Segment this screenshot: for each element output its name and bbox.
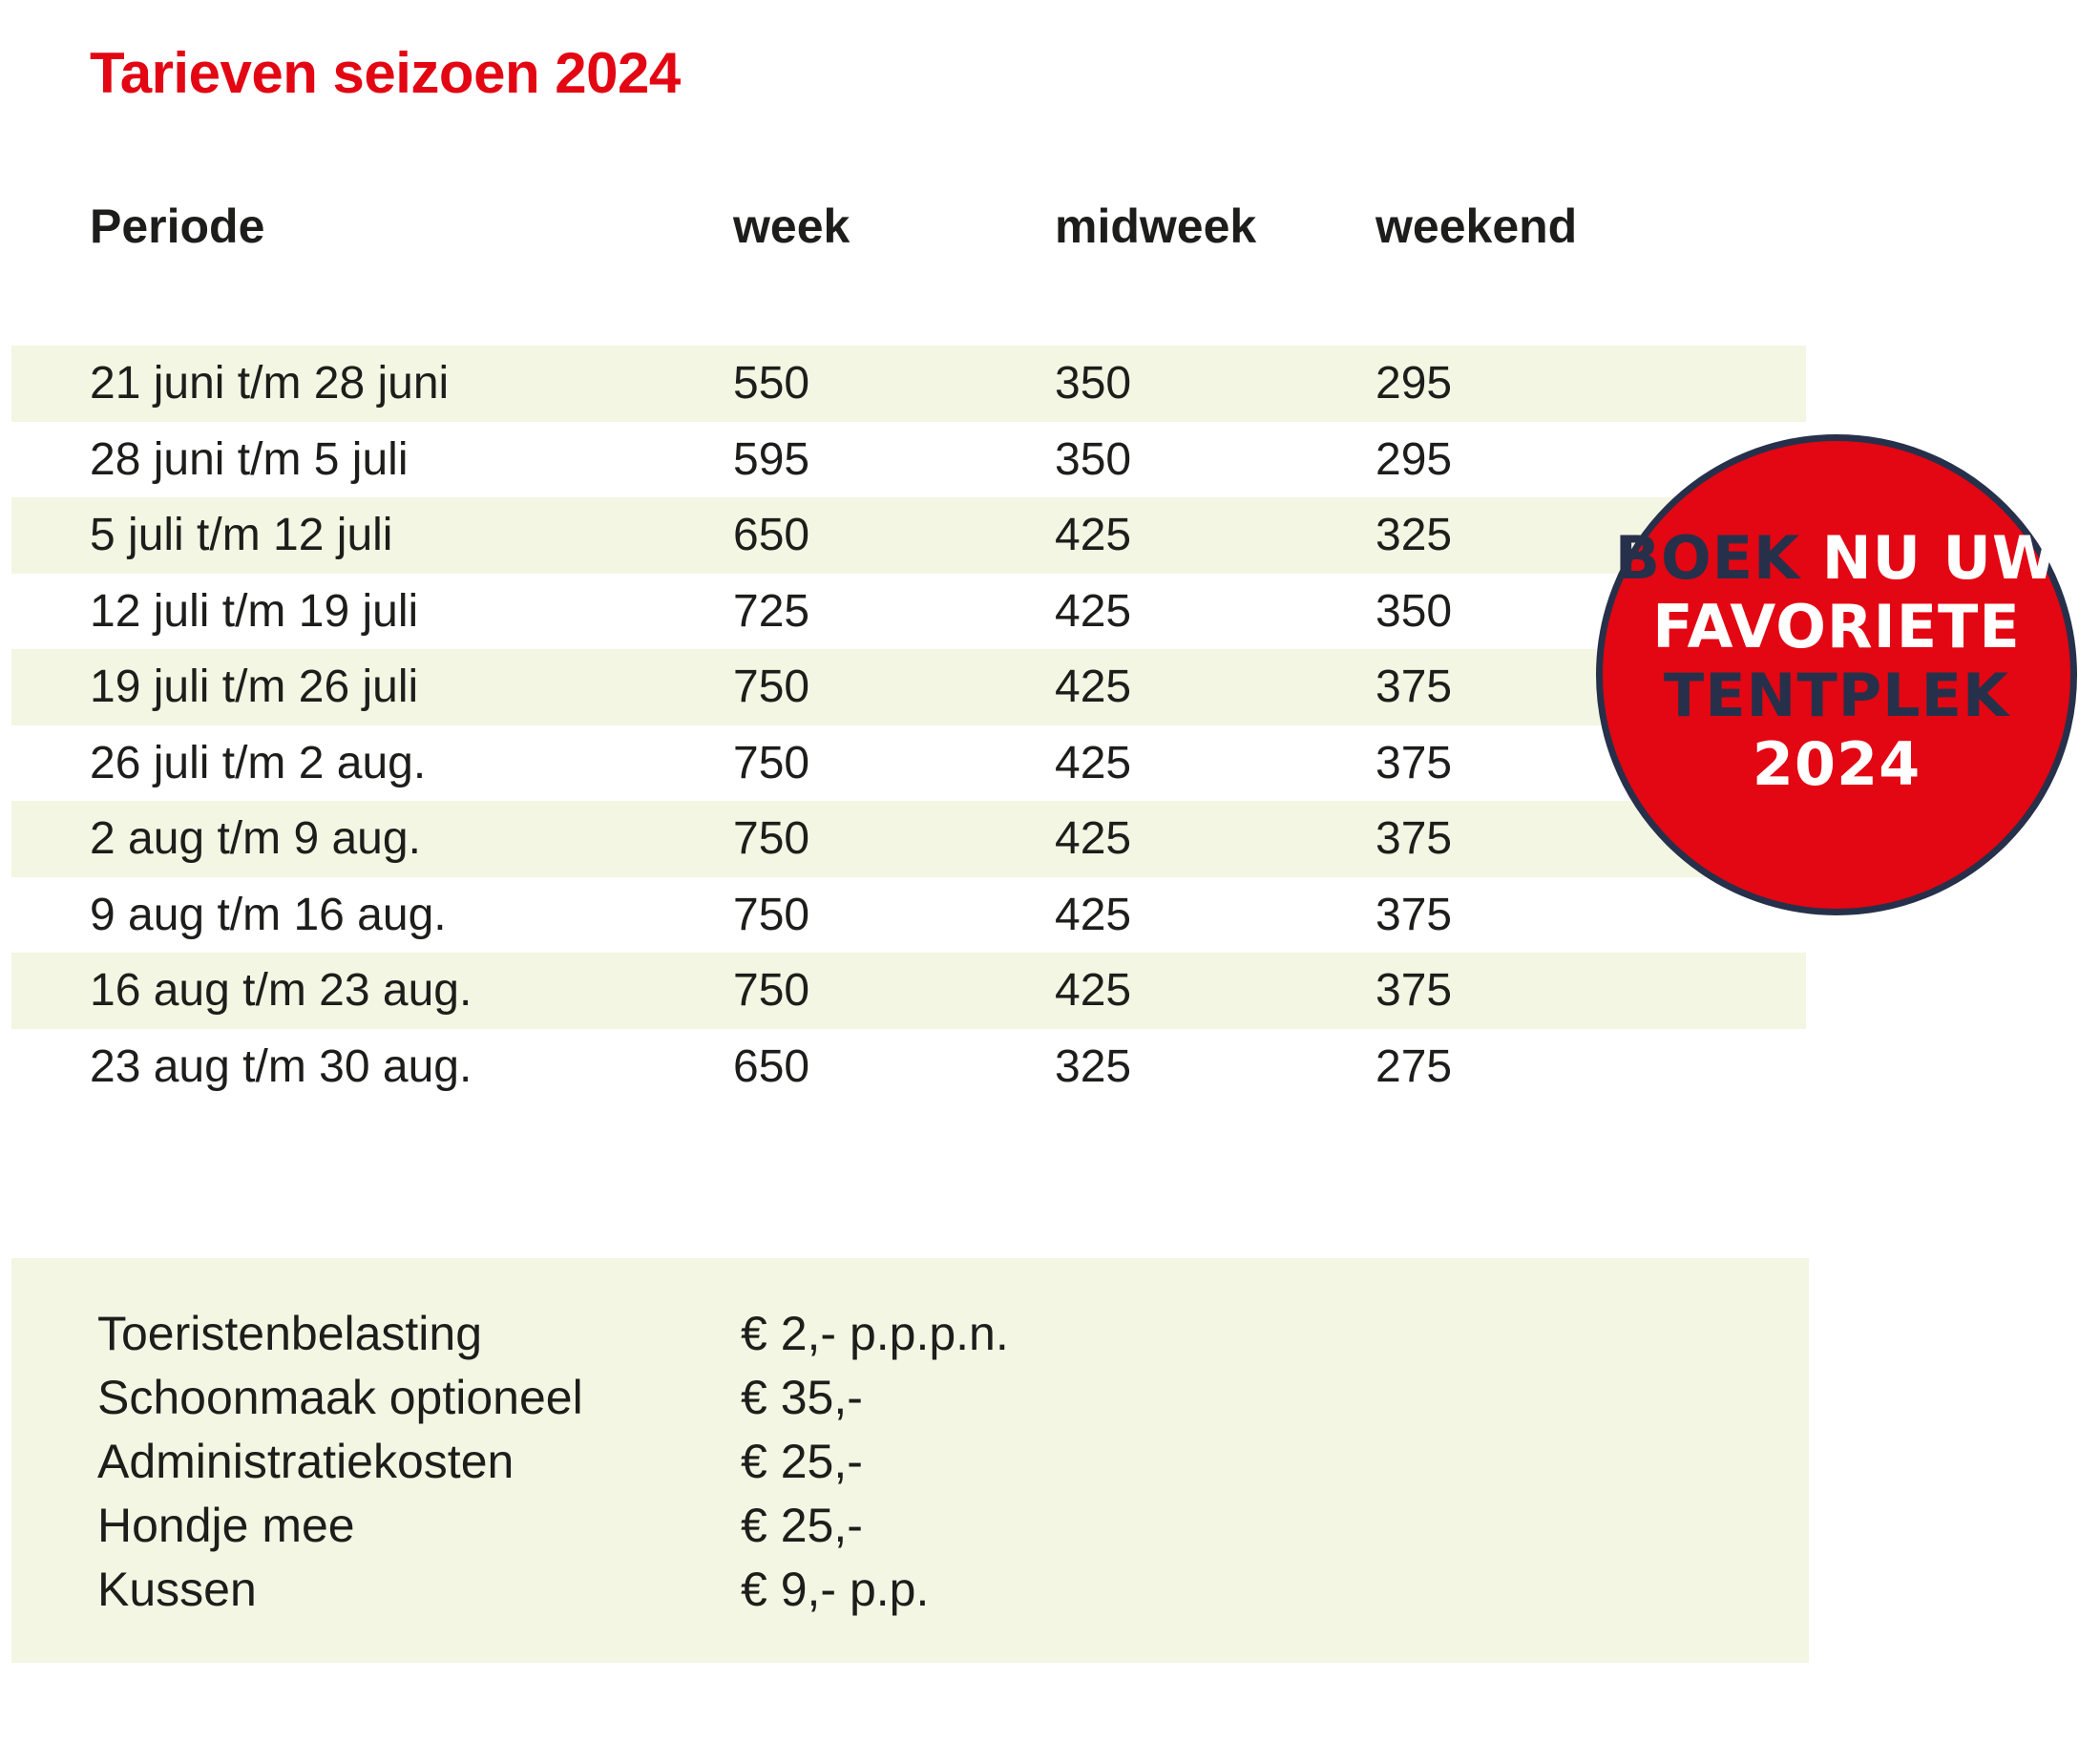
badge-line-1 bbox=[1615, 524, 2059, 593]
period-cell: 26 juli t/m 2 aug. bbox=[90, 737, 427, 788]
week-price-cell: 750 bbox=[733, 737, 810, 788]
midweek-price-cell: 325 bbox=[1055, 1040, 1132, 1092]
extra-cost-label: Schoonmaak optioneel bbox=[97, 1371, 583, 1424]
extra-cost-label: Hondje mee bbox=[97, 1499, 355, 1552]
extra-cost-label: Administratiekosten bbox=[97, 1435, 514, 1488]
extra-costs-panel bbox=[11, 1258, 1809, 1663]
badge-line-4: 2024 bbox=[1752, 729, 1922, 799]
table-row bbox=[11, 877, 1806, 954]
table-row bbox=[11, 574, 1806, 650]
booking-promo-badge bbox=[1596, 434, 2077, 915]
table-row bbox=[11, 346, 1806, 422]
week-price-cell: 650 bbox=[733, 510, 810, 560]
column-header-periode: Periode bbox=[90, 200, 265, 253]
list-item bbox=[11, 1498, 1809, 1561]
midweek-price-cell: 350 bbox=[1055, 433, 1132, 485]
list-item bbox=[11, 1306, 1809, 1369]
weekend-price-cell: 295 bbox=[1376, 358, 1453, 409]
weekend-price-cell: 275 bbox=[1376, 1040, 1453, 1092]
table-row bbox=[11, 953, 1806, 1029]
list-item bbox=[11, 1370, 1809, 1433]
rates-table bbox=[11, 346, 1806, 1104]
period-cell: 2 aug t/m 9 aug. bbox=[90, 813, 421, 864]
extra-cost-value: € 35,- bbox=[741, 1371, 863, 1424]
period-cell: 28 juni t/m 5 juli bbox=[90, 433, 409, 485]
week-price-cell: 750 bbox=[733, 965, 810, 1016]
column-header-week: week bbox=[733, 200, 850, 253]
period-cell: 5 juli t/m 12 juli bbox=[90, 510, 393, 560]
week-price-cell: 750 bbox=[733, 889, 810, 940]
extra-cost-value: € 25,- bbox=[741, 1435, 863, 1488]
table-row bbox=[11, 649, 1806, 725]
table-row bbox=[11, 801, 1806, 877]
table-row bbox=[11, 422, 1806, 498]
week-price-cell: 650 bbox=[733, 1040, 810, 1092]
midweek-price-cell: 425 bbox=[1055, 965, 1132, 1016]
weekend-price-cell: 350 bbox=[1376, 585, 1453, 637]
period-cell: 16 aug t/m 23 aug. bbox=[90, 965, 472, 1016]
extra-cost-value: € 25,- bbox=[741, 1499, 863, 1552]
midweek-price-cell: 350 bbox=[1055, 358, 1132, 409]
table-row bbox=[11, 725, 1806, 802]
period-cell: 9 aug t/m 16 aug. bbox=[90, 889, 447, 940]
column-header-weekend: weekend bbox=[1376, 200, 1578, 253]
week-price-cell: 550 bbox=[733, 358, 810, 409]
extra-cost-value: € 2,- p.p.p.n. bbox=[741, 1307, 1009, 1360]
period-cell: 19 juli t/m 26 juli bbox=[90, 662, 419, 712]
weekend-price-cell: 375 bbox=[1376, 889, 1453, 940]
weekend-price-cell: 375 bbox=[1376, 662, 1453, 712]
badge-line-3: TENTPLEK bbox=[1663, 661, 2010, 730]
page-title: Tarieven seizoen 2024 bbox=[90, 41, 681, 105]
midweek-price-cell: 425 bbox=[1055, 585, 1132, 637]
table-row bbox=[11, 1029, 1806, 1105]
period-cell: 21 juni t/m 28 juni bbox=[90, 358, 450, 409]
week-price-cell: 750 bbox=[733, 662, 810, 712]
period-cell: 12 juli t/m 19 juli bbox=[90, 585, 419, 637]
weekend-price-cell: 295 bbox=[1376, 433, 1453, 485]
weekend-price-cell: 375 bbox=[1376, 737, 1453, 788]
weekend-price-cell: 325 bbox=[1376, 510, 1453, 560]
badge-text-nu-uw: NU UW bbox=[1821, 523, 2059, 593]
week-price-cell: 750 bbox=[733, 813, 810, 864]
period-cell: 23 aug t/m 30 aug. bbox=[90, 1040, 472, 1092]
midweek-price-cell: 425 bbox=[1055, 510, 1132, 560]
midweek-price-cell: 425 bbox=[1055, 813, 1132, 864]
list-item bbox=[11, 1434, 1809, 1497]
list-item bbox=[11, 1562, 1809, 1625]
weekend-price-cell: 375 bbox=[1376, 813, 1453, 864]
badge-text-boek: BOEK bbox=[1614, 523, 1801, 593]
midweek-price-cell: 425 bbox=[1055, 889, 1132, 940]
table-row bbox=[11, 497, 1806, 574]
week-price-cell: 725 bbox=[733, 585, 810, 637]
extra-cost-value: € 9,- p.p. bbox=[741, 1563, 930, 1616]
extra-cost-label: Toeristenbelasting bbox=[97, 1307, 483, 1360]
column-header-midweek: midweek bbox=[1055, 200, 1257, 253]
week-price-cell: 595 bbox=[733, 433, 810, 485]
midweek-price-cell: 425 bbox=[1055, 662, 1132, 712]
midweek-price-cell: 425 bbox=[1055, 737, 1132, 788]
rates-table-header bbox=[0, 199, 1814, 269]
weekend-price-cell: 375 bbox=[1376, 965, 1453, 1016]
extra-cost-label: Kussen bbox=[97, 1563, 257, 1616]
badge-line-2: FAVORIETE bbox=[1652, 592, 2021, 662]
